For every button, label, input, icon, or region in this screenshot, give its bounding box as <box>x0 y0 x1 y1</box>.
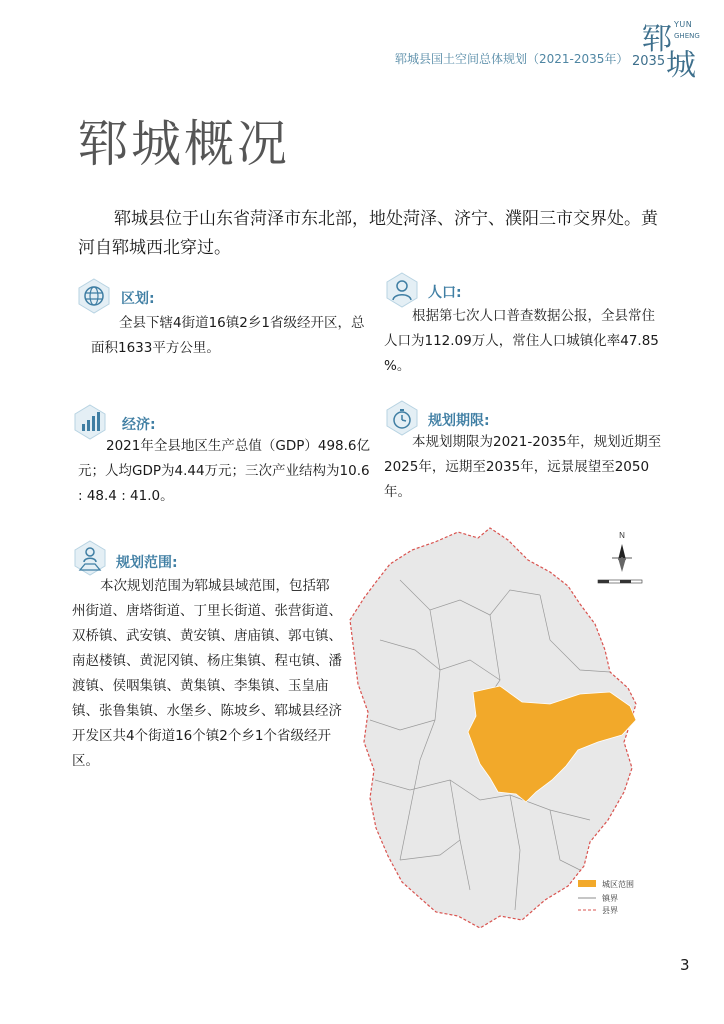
district-label: 区划: <box>121 291 155 307</box>
legend-urban-label: 城区范围 <box>602 880 634 889</box>
logo-year: 2035 <box>632 54 666 69</box>
legend-county-label: 县界 <box>602 906 618 915</box>
economy-text: 2021年全县地区生产总值（GDP）498.6亿元；人均GDP为4.44万元；三次产业结构为10.6 : 48.4 : 41.0。 <box>78 438 371 504</box>
section-period <box>384 400 666 510</box>
header-title: 郓城县国土空间总体规划（2021-2035年） <box>395 52 629 66</box>
page-number: 3 <box>680 956 690 974</box>
logo-yun: YUN <box>674 20 693 29</box>
logo <box>630 14 700 83</box>
page-title: 郓城概况 <box>78 115 290 173</box>
person-map-icon <box>72 540 108 576</box>
section-scope <box>72 540 342 820</box>
legend-town-label: 镇界 <box>602 894 618 903</box>
section-district <box>76 278 376 368</box>
period-text: 本规划期限为2021-2035年，规划近期至2025年，远期至2035年，远景展望至2050年。 <box>384 434 662 500</box>
section-economy <box>72 404 372 514</box>
map-legend <box>578 879 634 915</box>
population-label: 人口: <box>428 285 462 301</box>
legend-urban-swatch <box>578 880 596 887</box>
north-label: N <box>619 531 625 540</box>
globe-icon <box>76 278 112 314</box>
scope-label: 规划范围: <box>116 555 178 571</box>
intro-paragraph: 郓城县位于山东省菏泽市东北部，地处菏泽、济宁、濮阳三市交界处。黄河自郓城西北穿过。 <box>78 209 658 258</box>
economy-label: 经济: <box>122 417 156 433</box>
population-text: 根据第七次人口普查数据公报，全县常住人口为112.09万人，常住人口城镇化率47.85 %。 <box>384 308 659 374</box>
person-icon <box>384 272 420 308</box>
logo-char-1: 郓 <box>642 22 672 57</box>
north-arrow <box>612 531 632 572</box>
period-label: 规划期限: <box>428 413 490 429</box>
logo-char-2: 城 <box>666 48 696 83</box>
section-population <box>384 272 666 382</box>
scope-text: 本次规划范围为郓城县域范围，包括郓州街道、唐塔街道、丁里长街道、张营街道、双桥镇、武安镇、黄安镇、唐庙镇、郭屯镇、南赵楼镇、黄泥冈镇、杨庄集镇、程屯镇、潘渡镇、侯咽集镇、黄集镇、李集镇、玉皇庙镇、张鲁集镇、水堡乡、陈坡乡、郓城县经济开发区共4个街道16个镇2个乡1个省级经开区。 <box>72 578 342 769</box>
district-text: 全县下辖4街道16镇2乡1省级经开区，总面积1633平方公里。 <box>91 315 365 356</box>
scale-bar <box>598 580 642 583</box>
logo-gheng: GHENG <box>674 32 700 40</box>
county-map <box>340 520 650 940</box>
